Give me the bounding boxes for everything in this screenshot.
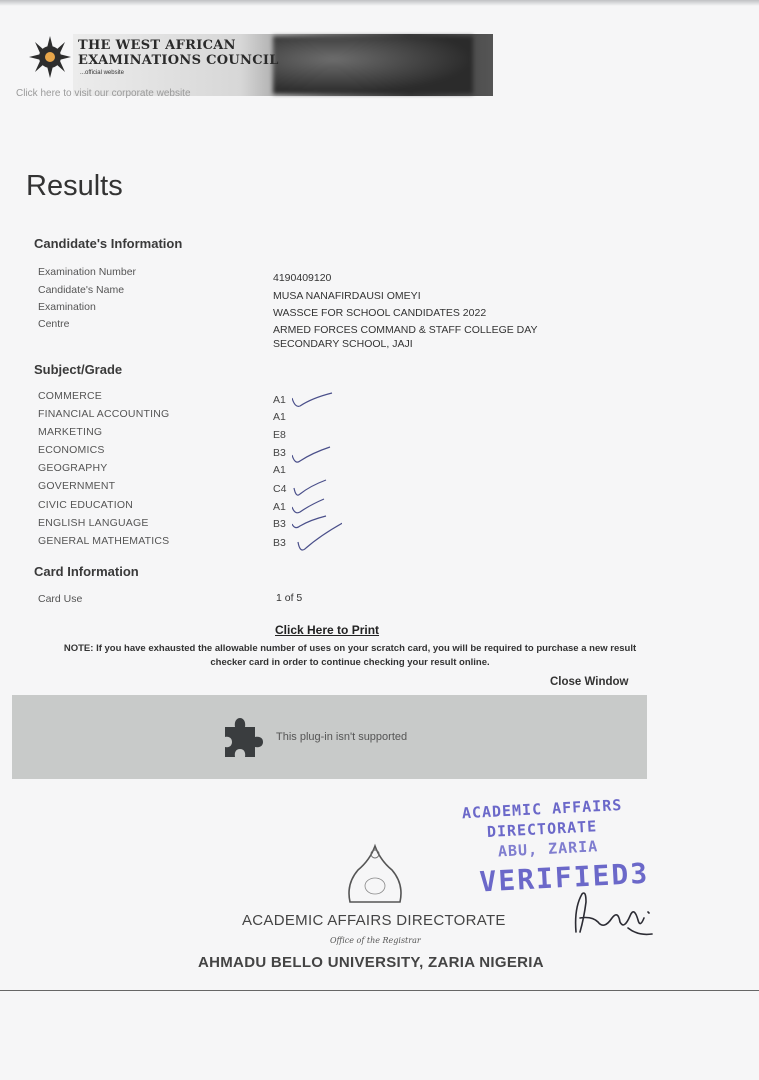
- corporate-website-link[interactable]: Click here to visit our corporate website: [16, 88, 191, 99]
- university-crest-icon: [340, 840, 410, 910]
- subject-name: ENGLISH LANGUAGE: [38, 517, 149, 529]
- office-of-registrar: Office of the Registrar: [330, 936, 421, 945]
- page-shadow: [0, 0, 759, 6]
- examination-value: WASSCE FOR SCHOOL CANDIDATES 2022: [273, 307, 487, 319]
- centre-label: Centre: [38, 318, 70, 330]
- page-title: Results: [26, 170, 123, 202]
- candidate-name-value: MUSA NANAFIRDAUSI OMEYI: [273, 290, 421, 302]
- subject-grade: E8: [273, 429, 286, 441]
- card-use-label: Card Use: [38, 593, 83, 605]
- subject-grade: A1: [273, 411, 286, 423]
- subject-name: ECONOMICS: [38, 444, 105, 456]
- scratch-card-note: [50, 642, 650, 670]
- exam-number-value: 4190409120: [273, 272, 332, 284]
- plugin-message: This plug-in isn't supported: [276, 731, 408, 743]
- org-name-line1: THE WEST AFRICAN: [78, 38, 236, 53]
- note-label: NOTE:: [63, 643, 94, 654]
- subject-name: FINANCIAL ACCOUNTING: [38, 408, 170, 420]
- directorate-name: ACADEMIC AFFAIRS DIRECTORATE: [242, 912, 506, 929]
- handwritten-tick-icon: [292, 520, 342, 554]
- centre-value-line2: SECONDARY SCHOOL, JAJI: [273, 338, 413, 350]
- handwritten-tick-icon: [292, 390, 342, 412]
- subject-grade: C4: [273, 483, 287, 495]
- candidate-name-label: Candidate's Name: [38, 284, 125, 296]
- org-subtitle: ...official website: [80, 70, 124, 76]
- subject-name: GEOGRAPHY: [38, 462, 108, 474]
- stamp-line1: ACADEMIC AFFAIRS: [461, 795, 623, 823]
- subject-name: GENERAL MATHEMATICS: [38, 535, 170, 547]
- handwritten-tick-icon: [292, 445, 342, 467]
- subject-grade: B3: [273, 447, 286, 459]
- subject-grade-heading: Subject/Grade: [34, 362, 123, 377]
- subject-grade: A1: [273, 394, 286, 406]
- examination-label: Examination: [38, 301, 96, 313]
- org-name: [78, 38, 279, 68]
- centre-value: ARMED FORCES COMMAND & STAFF COLLEGE DAY: [273, 324, 538, 336]
- note-text: If you have exhausted the allowable number of uses on your scratch card, you will be required to purchase a new result checker card in order to continue checking your result online.: [96, 643, 637, 668]
- print-link[interactable]: Click Here to Print: [275, 623, 380, 637]
- card-info-heading: Card Information: [34, 564, 139, 579]
- org-name-line2: EXAMINATIONS COUNCIL: [78, 53, 279, 68]
- subject-grade: A1: [273, 501, 286, 513]
- close-window-link[interactable]: Close Window: [550, 676, 629, 688]
- candidate-info-heading: Candidate's Information: [34, 236, 183, 251]
- waec-logo-icon: [26, 34, 74, 80]
- exam-number-label: Examination Number: [38, 266, 137, 278]
- university-name: AHMADU BELLO UNIVERSITY, ZARIA NIGERIA: [198, 954, 544, 971]
- subject-name: CIVIC EDUCATION: [38, 499, 133, 511]
- subject-name: GOVERNMENT: [38, 480, 116, 492]
- subject-grade: B3: [273, 537, 286, 549]
- card-use-value: 1 of 5: [276, 592, 303, 604]
- banner-photo: [273, 36, 473, 94]
- puzzle-piece-icon: [217, 711, 267, 761]
- subject-grade: B3: [273, 518, 286, 530]
- plugin-placeholder: [12, 695, 647, 779]
- stamp-line3: ABU, ZARIA: [497, 837, 599, 861]
- subject-name: COMMERCE: [38, 390, 103, 402]
- signature-icon: [568, 888, 658, 944]
- subject-name: MARKETING: [38, 426, 103, 438]
- subject-grade: A1: [273, 464, 286, 476]
- stamp-line2: DIRECTORATE: [486, 817, 598, 842]
- bottom-divider: [0, 990, 759, 991]
- stamp-verified: VERIFIED3: [478, 856, 650, 899]
